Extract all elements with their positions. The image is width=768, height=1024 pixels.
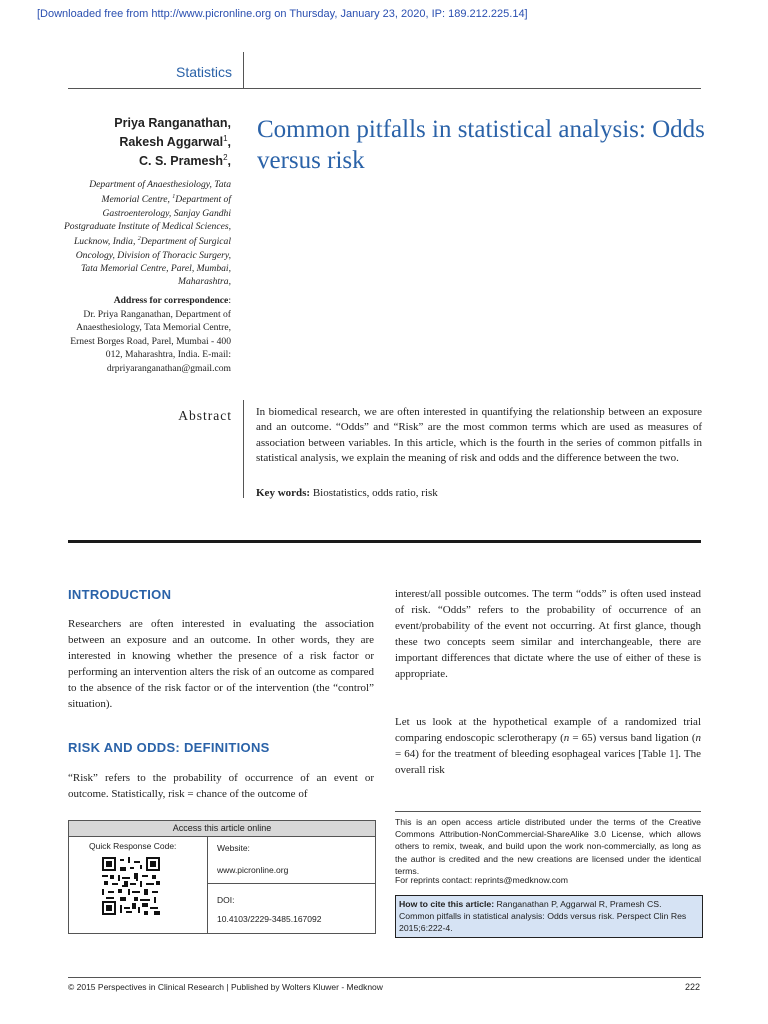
divider-vertical (243, 52, 244, 88)
reprints-note: For reprints contact: reprints@medknow.com (395, 875, 568, 885)
article-title: Common pitfalls in statistical analysis: Odds versus risk (257, 116, 705, 174)
divider-vertical (243, 400, 244, 498)
heading-introduction: INTRODUCTION (68, 587, 172, 602)
paragraph-introduction: Researchers are often interested in evaluating the association between an exposure and an outcome. In other words, they are interested in knowing whether the presence of a risk factor or performing an intervention alters the risk of an outcome as compared to the absence of the risk factor or of the intervention (the “control” situation). (68, 618, 374, 710)
author: C. S. Pramesh$^2$, (138, 153, 231, 169)
qr-code-icon[interactable] (102, 857, 160, 915)
qr-label: Quick Response Code: (89, 841, 177, 851)
divider-horizontal (395, 811, 701, 812)
page-number: 222 (684, 982, 700, 992)
divider-vertical (207, 837, 208, 933)
website-link[interactable]: www.picronline.org (217, 865, 289, 875)
section-label: Statistics (175, 64, 232, 80)
divider-horizontal (208, 883, 375, 884)
footer-divider (68, 977, 701, 978)
citation-box: How to cite this article: Ranganathan P, Aggarwal R, Pramesh CS. Common pitfalls in statistical analysis: Odds versus risk. Perspect Clin Res 2015;6:222-4. (395, 895, 703, 938)
paragraph-example: Let us look at the hypothetical example of a randomized trial comparing endoscopic sclerotherapy (n = 65) versus band ligation (n = 64) for the treatment of bleeding esophageal varices [Table 1]. The overall risk (395, 716, 701, 776)
section-divider (68, 540, 701, 543)
author-list (60, 115, 231, 169)
paragraph-risk-definition: “Risk” refers to the probability of occurrence of an event or outcome. Statistically, risk = chance of the outcome of (68, 772, 374, 800)
author: Priya Ranganathan, (114, 116, 231, 130)
license-note: This is an open access article distributed under the terms of the Creative Commons Attribution-NonCommercial-ShareAlike 3.0 License, which allows others to remix, tweak, and build upon the work non-commercially, as long as the author is credited and the new creations are licensed under the identical terms. (395, 817, 701, 876)
doi-label: DOI: (217, 895, 235, 905)
paragraph-odds: interest/all possible outcomes. The term “odds” is often used instead of risk. “Odds” refers to the probability of occurrence of an event/probability of the event not occurring. At first glance, though these two concepts seem similar and interchangeable, there are important differences that dictate where the use of either of these is appropriate. (395, 588, 701, 680)
doi-link[interactable]: 10.4103/2229-3485.167092 (217, 914, 322, 924)
website-label: Website: (217, 843, 250, 853)
download-note: [Downloaded free from http://www.picronline.org on Thursday, January 23, 2020, IP: 189.212.225.14] (37, 8, 528, 20)
correspondence-address: Address for correspondence: Dr. Priya Ranganathan, Department of Anaesthesiology, Tata Memorial Centre, Ernest Borges Road, Parel, Mumbai - 400 012, Maharashtra, India. E-mail: drpriyaranganathan@gmail.com (70, 295, 231, 374)
footer-text: © 2015 Perspectives in Clinical Research | Published by Wolters Kluwer - Medknow (68, 982, 383, 992)
keywords: Key words: Biostatistics, odds ratio, risk (256, 487, 438, 499)
access-article-box (68, 820, 376, 934)
abstract-label: Abstract (178, 408, 232, 423)
author: Rakesh Aggarwal$^1$, (119, 134, 231, 150)
access-box-heading: Access this article online (69, 821, 375, 837)
divider-horizontal (68, 88, 701, 89)
abstract-body: In biomedical research, we are often interested in quantifying the relationship between an exposure and an outcome. “Odds” and “Risk” are the most common terms which are used as measures of association between variables. In this article, which is the fourth in the series of common pitfalls in statistical analysis, we explain the meaning of risk and odds and the difference between the two. (256, 406, 702, 464)
heading-risk-odds: RISK AND ODDS: DEFINITIONS (68, 740, 270, 755)
affiliation: Department of Anaesthesiology, Tata Memorial Centre, $^1$Department of Gastroenterology, Sanjay Gandhi Postgraduate Institute of Medical Sciences, Lucknow, India, $^2$Department of Surgical Oncology, Division of Thoracic Surgery, Tata Memorial Centre, Parel, Mumbai, Maharashtra, (63, 179, 231, 288)
